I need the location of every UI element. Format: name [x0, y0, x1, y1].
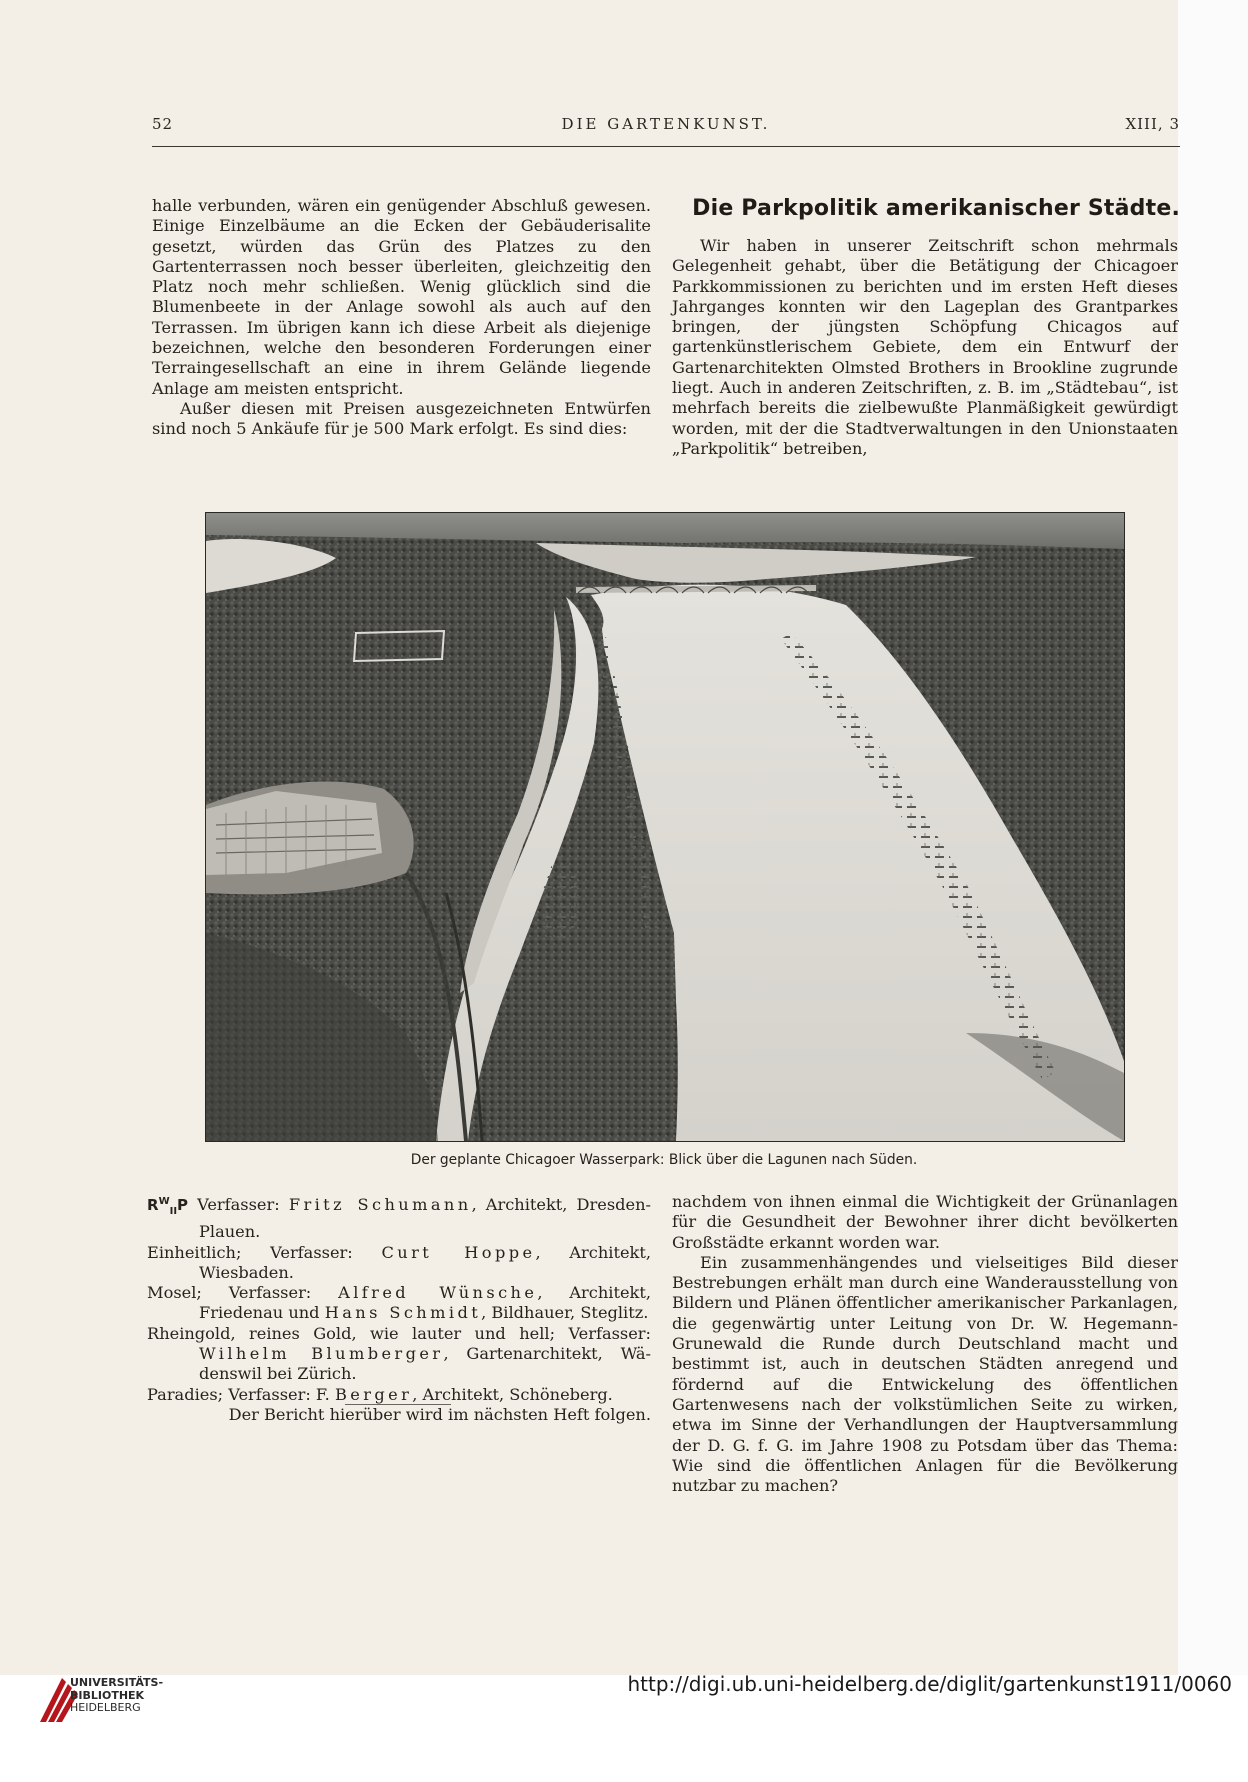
motto-superscript: W [158, 1196, 170, 1207]
photo-illustration [206, 513, 1124, 1141]
header-rule [152, 146, 1180, 147]
entry-motto: Mosel [147, 1283, 197, 1303]
paragraph: Ein zusammenhängendes und vielseitiges Bild dieser Bestrebungen erhält man durch eine Wanderausstellung von Bildern und Plänen öffentlicher amerikanischer Parkanlagen, die gegenwärtig unter Leitung von Dr. W. Hegemann-Grunewald die Runde durch Deutschland macht und bestimmt ist, auch in deutschen Städten anregend und fördernd auf die Entwickelung des öffentlichen Gartenwesens nach der volkstümlichen Seite zu wirken, etwa im Sinne der Verhandlungen der Hauptversammlung der D. G. f. G. im Jahre 1908 zu Potsdam über das Thema: Wie sind die öffentlichen Anlagen für die Bevölkerung nutzbar zu machen? [672, 1252, 1178, 1496]
entry-details: , Gartenarchitekt, Wädenswil bei Zürich. [199, 1344, 651, 1384]
list-item [147, 1324, 651, 1385]
motto-subscript: II [169, 1206, 178, 1217]
entry-author: Fritz Schumann [288, 1195, 472, 1214]
article-heading: Die Parkpolitik amerikanischer Städte. [692, 196, 1180, 221]
library-name [70, 1677, 163, 1715]
left-column-text [152, 196, 651, 440]
motto-letter: P [177, 1196, 189, 1214]
entry-motto [147, 1196, 189, 1217]
entry-motto: Einheitlich [147, 1242, 236, 1262]
right-column-text [672, 236, 1178, 459]
library-line: UNIVERSITÄTS- [70, 1676, 164, 1689]
section-divider [345, 1404, 451, 1405]
journal-title: DIE GARTENKUNST. [561, 115, 771, 133]
page-number: 52 [152, 115, 174, 133]
entry-author: Berger [334, 1384, 413, 1404]
scan-margin [1178, 0, 1248, 1782]
entry-details-2: , Bildhauer, Steglitz. [481, 1303, 649, 1323]
entry-author-2: Hans Schmidt [324, 1303, 482, 1323]
paragraph: halle verbunden, wären ein genügender Abschluß gewesen. Einige Einzelbäume an die Ecken der Gebäuderisalite gesetzt, würden das Grün des Platzes zu den Gartenterrassen noch besser überleiten, gleichzeitig den Platz noch mehr schließen. Wenig glücklich sind die Blumenbeete in der Anlage sowohl als auch auf den Terrassen. Im übrigen kann ich diese Arbeit als diejenige bezeichnen, welche den besonderen Forderungen einer Terraingesellschaft an eine in ihrem Gelände liegende Anlage am meisten entspricht. [152, 196, 651, 398]
volume-number: XIII, 3 [1125, 115, 1180, 133]
motto-letter: R [147, 1196, 159, 1214]
entry-author: Wilhelm Blumberger [199, 1344, 444, 1364]
entry-author: Alfred Wünsche [338, 1283, 538, 1303]
entry-prefix: ; Verfasser: [196, 1283, 339, 1303]
entry-details: , Architekt, Friedenau und [199, 1283, 651, 1323]
entry-details: , Architekt, Dresden-Plauen. [199, 1195, 651, 1242]
closing-note: Der Bericht hierüber wird im nächsten Heft folgen. [228, 1404, 651, 1424]
running-header [152, 115, 1180, 145]
entry-motto: Paradies [147, 1384, 218, 1404]
paragraph: Außer diesen mit Preisen ausgezeichneten Entwürfen sind noch 5 Ankäufe für je 500 Mark erfolgt. Es sind dies: [152, 398, 651, 439]
entry-author: Curt Hoppe [381, 1242, 536, 1262]
aerial-photo-lagoons [205, 512, 1125, 1142]
entry-details: , Architekt, Wiesbaden. [199, 1242, 651, 1282]
paragraph: Wir haben in unserer Zeitschrift schon mehrmals Gelegenheit gehabt, über die Betätigung der Chicagoer Parkkommissionen zu berichten und im ersten Heft dieses Jahrganges konnten wir den Lageplan des Grantparkes bringen, der jüngsten Schöpfung Chicagos auf gartenkünstlerischem Gebiete, dem ein Entwurf der Gartenarchitekten Olmsted Brothers in Brookline zugrunde liegt. Auch in anderen Zeitschriften, z. B. im „Städtebau“, ist mehrfach bereits die zielbewußte Planmäßigkeit gewürdigt worden, mit der die Stadtverwaltungen in den Unionstaaten „Parkpolitik“ betreiben, [672, 236, 1178, 458]
purchased-entries-list [147, 1192, 651, 1425]
list-item [147, 1192, 651, 1243]
source-url-link[interactable]: http://digi.ub.uni-heidelberg.de/diglit/gartenkunst1911/0060 [627, 1672, 1232, 1696]
list-item [147, 1283, 651, 1324]
figure-caption: Der geplante Chicagoer Wasserpark: Blick über die Lagunen nach Süden. [410, 1152, 918, 1168]
paragraph: nachdem von ihnen einmal die Wichtigkeit der Grünanlagen für die Gesundheit der Bewohner ihrer dicht bevölkerten Großstädte erkannt worden war. [672, 1192, 1178, 1252]
library-line: HEIDELBERG [70, 1701, 141, 1714]
entry-prefix: Verfasser: [188, 1195, 289, 1214]
library-line: BIBLIOTHEK [70, 1688, 145, 1702]
list-item [147, 1385, 651, 1405]
entry-prefix: ; Verfasser: [549, 1323, 651, 1343]
right-column-continued [672, 1192, 1178, 1496]
entry-details: , Architekt, Schöneberg. [412, 1384, 613, 1404]
list-item [147, 1243, 651, 1284]
entry-prefix: ; Verfasser: F. [217, 1384, 335, 1404]
entry-motto: Rheingold, reines Gold, wie lauter und hell [147, 1323, 550, 1343]
entry-prefix: ; Verfasser: [235, 1242, 382, 1262]
